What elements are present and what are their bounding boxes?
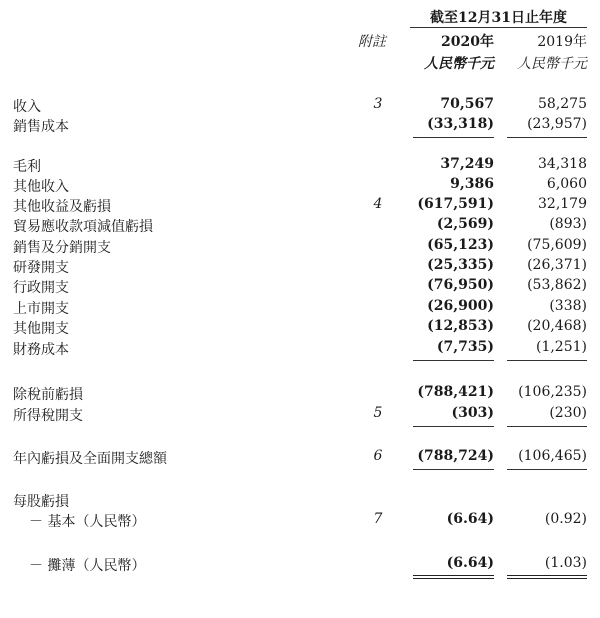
row-value-2020: 70,567 (440, 96, 494, 112)
row-value-2020: 9,386 (450, 176, 494, 192)
row-label: 毛利 (13, 159, 41, 175)
row-value-2020: (6.64) (446, 555, 494, 571)
row-value-2020: (7,735) (436, 339, 494, 355)
note-column-header: 附註 (358, 34, 386, 50)
row-value-2020: (12,853) (427, 318, 494, 334)
row-value-2020: (33,318) (427, 116, 494, 132)
row-value-2019: (338) (549, 298, 587, 314)
row-note: 6 (373, 448, 383, 464)
row-value-2019: (23,957) (527, 116, 587, 132)
row-value-2020: (617,591) (417, 196, 494, 212)
row-value-2019: (1.03) (544, 555, 587, 571)
row-note: 3 (373, 96, 383, 112)
row-label: 每股虧損 (13, 494, 69, 510)
row-value-2019: (75,609) (527, 237, 587, 253)
subtotal-rule-2020 (413, 137, 494, 138)
row-note: 5 (373, 405, 383, 421)
row-note: 4 (373, 196, 383, 212)
subtotal-rule-2019 (507, 360, 587, 361)
row-value-2019: (20,468) (527, 318, 587, 334)
row-label: 除稅前虧損 (13, 387, 83, 403)
row-value-2019: 32,179 (538, 196, 587, 212)
year-2019-header: 2019年 (537, 34, 587, 50)
row-label: 所得稅開支 (13, 408, 83, 424)
row-value-2019: (106,465) (518, 448, 587, 464)
row-note: 7 (373, 511, 383, 527)
row-value-2020: 37,249 (440, 156, 494, 172)
row-label: 上市開支 (13, 301, 69, 317)
row-value-2020: (303) (451, 405, 494, 421)
subtotal-rule-2019 (507, 137, 587, 138)
row-label: 其他開支 (13, 321, 69, 337)
row-label: 銷售及分銷開支 (13, 240, 111, 256)
double-rule-2019-bottom (507, 578, 587, 579)
total-rule-2019 (507, 469, 587, 470)
row-label: 貿易應收款項減值虧損 (13, 219, 153, 235)
row-value-2019: (53,862) (527, 277, 587, 293)
row-value-2019: (893) (549, 216, 587, 232)
subtotal-rule-2020 (413, 360, 494, 361)
row-label: 其他收入 (13, 179, 69, 195)
subtotal-rule-2020 (413, 426, 494, 427)
row-value-2020: (25,335) (427, 257, 494, 273)
row-label: － 基本（人民幣） (29, 514, 146, 530)
row-label: 研發開支 (13, 260, 69, 276)
row-value-2019: 6,060 (546, 176, 587, 192)
double-rule-2020-bottom (413, 578, 494, 579)
row-value-2019: (230) (549, 405, 587, 421)
row-value-2020: (2,569) (436, 216, 494, 232)
row-value-2020: (26,900) (427, 298, 494, 314)
period-underline (410, 27, 587, 28)
row-label: － 攤薄（人民幣） (29, 558, 146, 574)
row-value-2019: (106,235) (518, 384, 587, 400)
row-value-2020: (788,421) (417, 384, 494, 400)
subtotal-rule-2019 (507, 426, 587, 427)
period-heading: 截至12月31日止年度 (430, 10, 567, 26)
unit-2019-header: 人民幣千元 (517, 56, 587, 72)
row-value-2019: 34,318 (538, 156, 587, 172)
row-value-2019: (1,251) (535, 339, 587, 355)
row-label: 年內虧損及全面開支總額 (13, 451, 167, 467)
row-value-2020: (788,724) (417, 448, 494, 464)
double-rule-2020-top (413, 575, 494, 576)
row-value-2020: (76,950) (427, 277, 494, 293)
row-value-2019: (0.92) (544, 511, 587, 527)
unit-2020-header: 人民幣千元 (424, 56, 494, 72)
row-value-2019: (26,371) (527, 257, 587, 273)
row-value-2019: 58,275 (538, 96, 587, 112)
row-label: 銷售成本 (13, 119, 69, 135)
row-label: 其他收益及虧損 (13, 199, 111, 215)
total-rule-2020 (413, 469, 494, 470)
row-label: 收入 (13, 99, 41, 115)
row-value-2020: (65,123) (427, 237, 494, 253)
row-value-2020: (6.64) (446, 511, 494, 527)
double-rule-2019-top (507, 575, 587, 576)
row-label: 行政開支 (13, 280, 69, 296)
row-label: 財務成本 (13, 342, 69, 358)
year-2020-header: 2020年 (441, 34, 494, 50)
